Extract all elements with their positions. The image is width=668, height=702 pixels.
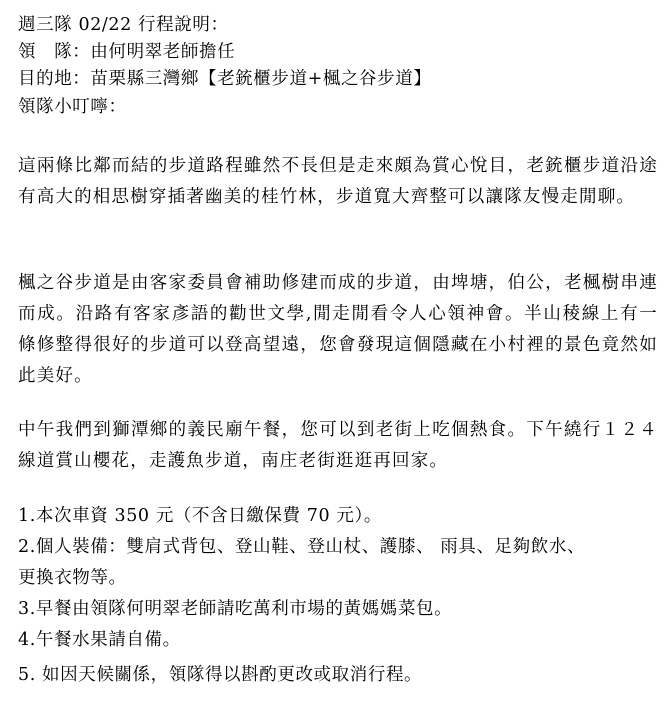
paragraph-lunch-plan: 中午我們到獅潭鄉的義民廟午餐，您可以到老街上吃個熱食。下午繞行１２４線道賞山櫻花，走護魚步道，南庄老街逛逛再回家。: [18, 420, 658, 471]
doc-title: 週三隊 02/22 行程說明：: [18, 15, 229, 35]
paragraph-trail-intro: 這兩條比鄰而結的步道路程雖然不長但是走來頗為賞心悅目，老銃櫃步道沿途有高大的相思樹穿插著幽美的桂竹林，步道寬大齊整可以讓隊友慢走閒聊。: [18, 156, 658, 207]
note-item-gear: 2.個人裝備：雙肩式背包、登山鞋、登山杖、護膝、 雨具、足夠飲水、: [18, 537, 586, 557]
destination-line: 目的地：苗栗縣三灣鄉【老銃櫃步道+楓之谷步道】: [18, 69, 432, 89]
note-item-lunch: 4.午餐水果請自備。: [18, 630, 181, 650]
reminder-heading: 領隊小叮嚀：: [18, 97, 127, 117]
note-item-breakfast: 3.早餐由領隊何明翠老師請吃萬利市場的黃媽媽菜包。: [18, 599, 453, 619]
document: [18, 10, 662, 696]
note-item-gear-continued: 更換衣物等。: [18, 568, 127, 588]
paragraph-maple-valley: 楓之谷步道是由客家委員會補助修建而成的步道，由埤塘，伯公，老楓樹串連而成。沿路有客家彥語的勸世文學,閒走閒看令人心領神會。半山稜線上有一條修整得很好的步道可以登高望遠，您會發現這個隱藏在小村裡的景色竟然如此美好。: [18, 273, 658, 386]
note-item-weather: 5. 如因天候關係，領隊得以斟酌更改或取消行程。: [18, 665, 423, 685]
leader-line: 領 隊：由何明翠老師擔任: [18, 42, 236, 62]
note-item-fare: 1.本次車資 350 元（不含日繳保費 70 元）。: [18, 506, 382, 526]
